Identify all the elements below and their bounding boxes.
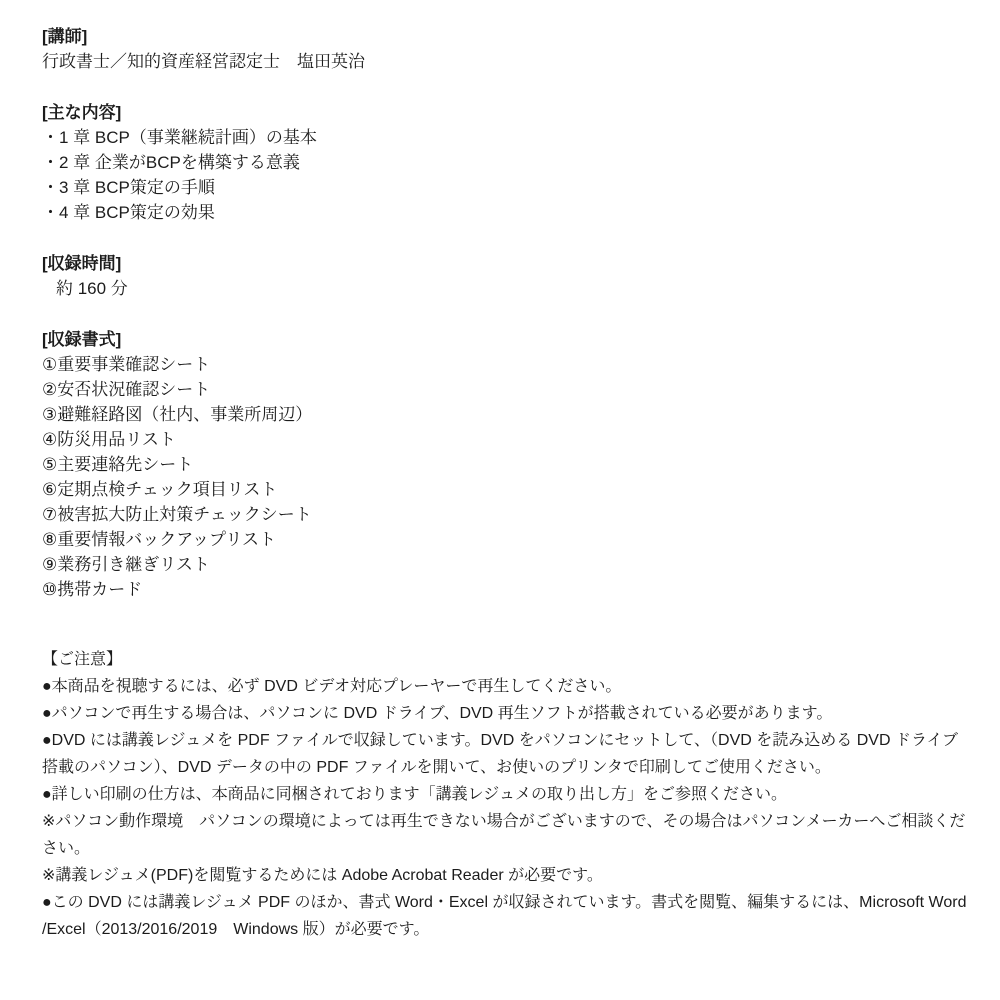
format-item: ①重要事業確認シート (42, 355, 211, 374)
section-included-formats (42, 327, 970, 602)
notice-line: ●DVD には講義レジュメを PDF ファイルで収録しています。DVD をパソコンにセットして、（DVD を読み込める DVD ドライブ搭載のパソコン）、DVD データの中の PDF ファイルを開いて、お使いのプリンタで印刷してご使用ください。 (42, 732, 958, 776)
chapter-line: ・1 章 BCP（事業継続計画）の基本 (42, 128, 317, 147)
notice-line: ●この DVD には講義レジュメ PDF のほか、書式 Word・Excel が収録されています。書式を閲覧、編集するには、Microsoft Word /Excel（2013/2016/2019 Windows 版）が必要です。 (42, 894, 971, 938)
notice-line: ●本商品を視聴するには、必ず DVD ビデオ対応プレーヤーで再生してください。 (42, 678, 622, 695)
recording-time-value: 約 160 分 (56, 279, 128, 298)
section-main-contents (42, 100, 970, 225)
format-item: ⑥定期点検チェック項目リスト (42, 480, 278, 499)
lecturer-name: 行政書士／知的資産経営認定士 塩田英治 (42, 52, 365, 71)
notice-line: ※パソコン動作環境 パソコンの環境によっては再生できない場合がございますので、その場合はパソコンメーカーへご相談ください。 (42, 813, 966, 857)
main-contents-heading: [主な内容] (42, 103, 122, 122)
chapter-line: ・3 章 BCP策定の手順 (42, 178, 215, 197)
format-item: ⑨業務引き継ぎリスト (42, 555, 210, 574)
format-item: ⑩携帯カード (42, 580, 143, 599)
chapter-line: ・2 章 企業がBCPを構築する意義 (42, 153, 300, 172)
notice-line: ●パソコンで再生する場合は、パソコンに DVD ドライブ、DVD 再生ソフトが搭載されている必要があります。 (42, 705, 833, 722)
section-notice (42, 646, 970, 943)
format-item: ⑦被害拡大防止対策チェックシート (42, 505, 312, 524)
lecturer-heading: [講師] (42, 27, 88, 46)
chapter-line: ・4 章 BCP策定の効果 (42, 203, 215, 222)
included-formats-heading: [収録書式] (42, 330, 122, 349)
format-item: ⑤主要連絡先シート (42, 455, 194, 474)
section-lecturer (42, 24, 970, 74)
format-item: ③避難経路図（社内、事業所周辺） (42, 405, 313, 424)
notice-line: ※講義レジュメ(PDF)を閲覧するためには Adobe Acrobat Reader が必要です。 (42, 867, 603, 884)
format-item: ④防災用品リスト (42, 430, 176, 449)
recording-time-heading: [収録時間] (42, 254, 122, 273)
notice-line: ●詳しい印刷の仕方は、本商品に同梱されております「講義レジュメの取り出し方」をご参照ください。 (42, 786, 787, 803)
section-recording-time (42, 251, 970, 301)
format-item: ②安否状況確認シート (42, 380, 211, 399)
format-item: ⑧重要情報バックアップリスト (42, 530, 277, 549)
notice-heading: 【ご注意】 (42, 651, 123, 668)
